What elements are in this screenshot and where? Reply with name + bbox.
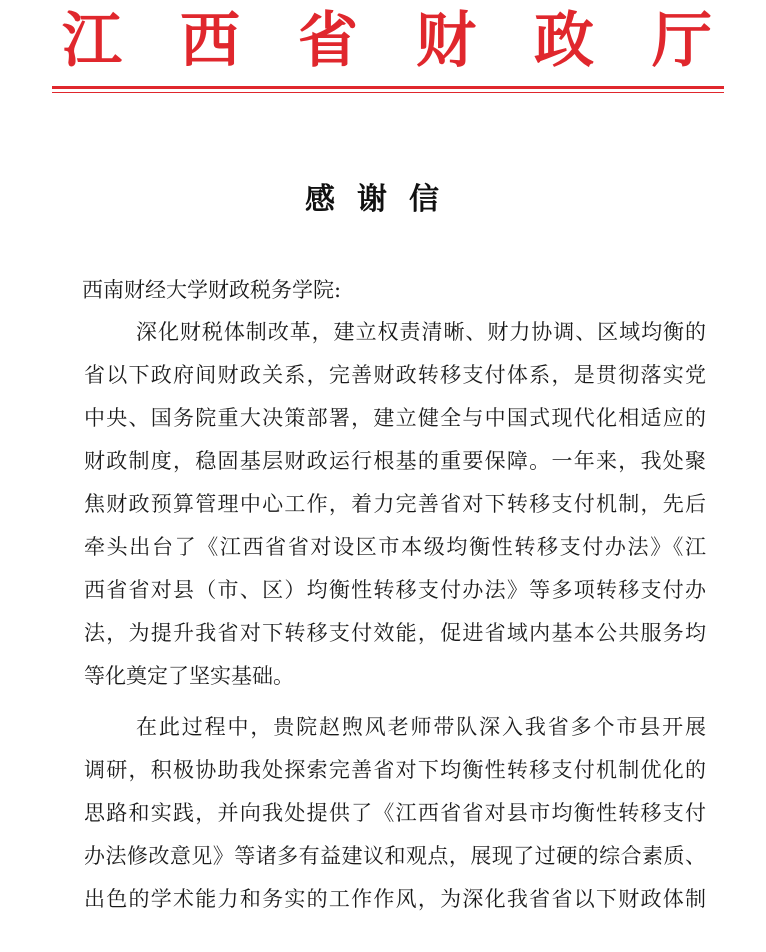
letterhead xyxy=(62,4,712,78)
paragraph-line: 西省省对县（市、区）均衡性转移支付办法》等多项转移支付办 xyxy=(84,578,706,602)
letterhead-rule-thin xyxy=(52,92,724,93)
letterhead-char: 厅 xyxy=(652,6,712,76)
letterhead-char: 政 xyxy=(534,6,594,76)
paragraph-line: 牵头出台了《江西省省对设区市本级均衡性转移支付办法》《江 xyxy=(84,535,706,559)
paragraph-line: 办法修改意见》等诸多有益建议和观点，展现了过硬的综合素质、 xyxy=(84,844,706,868)
paragraph-line: 在此过程中，贵院赵煦风老师带队深入我省多个市县开展 xyxy=(136,715,706,739)
paragraph-line: 省以下政府间财政关系，完善财政转移支付体系，是贯彻落实党 xyxy=(84,363,706,387)
paragraph-line: 财政制度，稳固基层财政运行根基的重要保障。一年来，我处聚 xyxy=(84,449,706,473)
letterhead-char: 省 xyxy=(298,6,358,76)
paragraph-line: 焦财政预算管理中心工作，着力完善省对下转移支付机制，先后 xyxy=(84,492,706,516)
salutation: 西南财经大学财政税务学院: xyxy=(82,278,342,302)
paragraph-line: 调研，积极协助我处探索完善省对下均衡性转移支付机制优化的 xyxy=(84,758,706,782)
letter-title: 感谢信 xyxy=(305,182,461,217)
paragraph-line: 等化奠定了坚实基础。 xyxy=(84,664,294,688)
paragraph-line: 法，为提升我省对下转移支付效能，促进省域内基本公共服务均 xyxy=(84,621,706,645)
letterhead-rule-thick xyxy=(52,86,724,89)
letterhead-char: 财 xyxy=(416,6,476,76)
paragraph-line: 出色的学术能力和务实的工作作风，为深化我省省以下财政体制 xyxy=(84,887,706,911)
paragraph-line: 深化财税体制改革，建立权责清晰、财力协调、区域均衡的 xyxy=(136,320,706,344)
letterhead-char: 江 xyxy=(62,6,122,76)
letterhead-char: 西 xyxy=(180,6,240,76)
paragraph-line: 思路和实践，并向我处提供了《江西省省对县市均衡性转移支付 xyxy=(84,801,706,825)
paragraph-line: 中央、国务院重大决策部署，建立健全与中国式现代化相适应的 xyxy=(84,406,706,430)
